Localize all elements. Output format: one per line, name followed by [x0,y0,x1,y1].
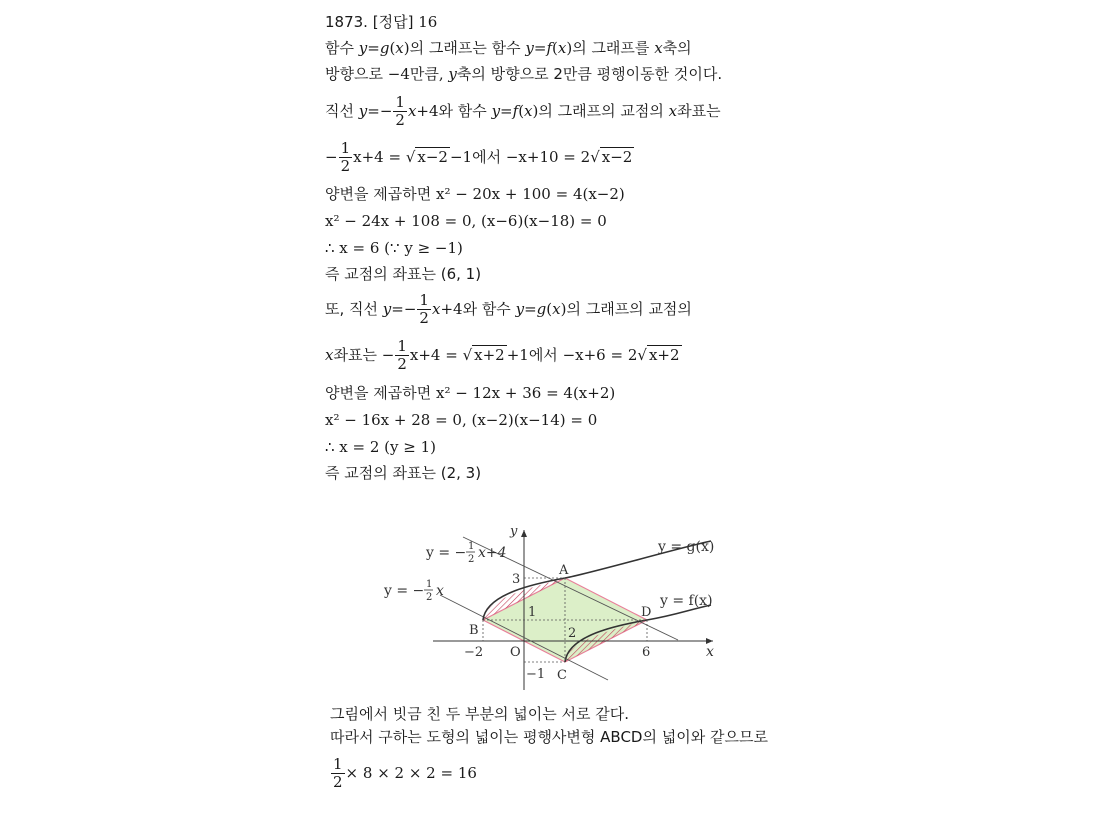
answer-value: 16 [418,13,438,31]
line1-label: y = − [426,545,467,561]
graph-svg [378,515,723,695]
tick-6: 6 [642,645,651,660]
solution-line-7: ∴ x = 6 (∵ y ≥ −1) [325,239,463,257]
g-curve-label: y = g(x) [658,539,715,555]
solution-line-6: x² − 24x + 108 = 0, (x−6)(x−18) = 0 [325,212,607,230]
y-axis-arrow [521,530,527,537]
solution-line-11: 양변을 제곱하면 x² − 12x + 36 = 4(x+2) [325,384,616,402]
solution-line-4: − $\frac{1}{2}$ x+4 = √ x−2 −1에서 −x+10 = 2√ x−2 [325,139,633,175]
conclusion-line-1: 그림에서 빗금 친 두 부분의 넓이는 서로 같다. [330,705,629,723]
line1-tail: x+4 [478,545,507,561]
y-axis-label: y [510,524,518,539]
point-d-label: D [641,605,652,620]
svg-text:1: 1 [468,541,475,552]
point-c-label: C [557,668,567,683]
point-a-label: A [559,563,569,578]
solution-line-13: ∴ x = 2 (y ≥ 1) [325,438,437,456]
solution-line-2: 방향으로 −4만큼, y축의 방향으로 2만큼 평행이동한 것이다. [325,65,723,83]
answer-label: [정답] [372,13,414,31]
tick-neg2: −2 [464,645,484,660]
inner-label-2: 2 [568,626,577,641]
conclusion-line-3: $\frac{1}{2}$ × 8 × 2 × 2 = 16 [333,755,477,791]
tick-3: 3 [512,572,521,587]
solution-line-12: x² − 16x + 28 = 0, (x−2)(x−14) = 0 [325,411,598,429]
problem-number: 1873. [325,13,368,31]
solution-line-5: 양변을 제곱하면 x² − 20x + 100 = 4(x−2) [325,185,625,203]
solution-line-1: 함수 y=g(x)의 그래프는 함수 y=f(x)의 그래프를 x축의 [325,39,692,57]
solution-line-9: 또, 직선 y=− $\frac{1}{2}$ x+4와 함수 y=g(x)의 그래프의 교점의 [325,291,692,327]
solution-line-14: 즉 교점의 좌표는 (2, 3) [325,464,482,482]
point-b-label: B [469,623,479,638]
origin-label: O [510,645,521,660]
solution-line-8: 즉 교점의 좌표는 (6, 1) [325,265,482,283]
tick-neg1: −1 [526,667,546,682]
svg-text:1: 1 [426,579,433,590]
inner-label-1: 1 [528,605,537,620]
solution-line-10: x좌표는 − $\frac{1}{2}$ x+4 = √ x+2 +1에서 −x+6 = 2√ x+2 [325,337,680,373]
solution-line-3: 직선 y=− $\frac{1}{2}$ x+4와 함수 y=f(x)의 그래프의 교점의 x좌표는 [325,93,721,129]
problem-header [325,12,437,32]
line2-tail: x [436,583,444,599]
graph-figure [378,515,723,695]
conclusion-line-2: 따라서 구하는 도형의 넓이는 평행사변형 ABCD의 넓이와 같으므로 [330,728,768,746]
svg-text:2: 2 [426,592,433,603]
line2-label: y = − [384,583,425,599]
f-curve-label: y = f(x) [660,593,713,609]
svg-text:2: 2 [468,554,475,565]
x-axis-label: x [706,644,714,660]
